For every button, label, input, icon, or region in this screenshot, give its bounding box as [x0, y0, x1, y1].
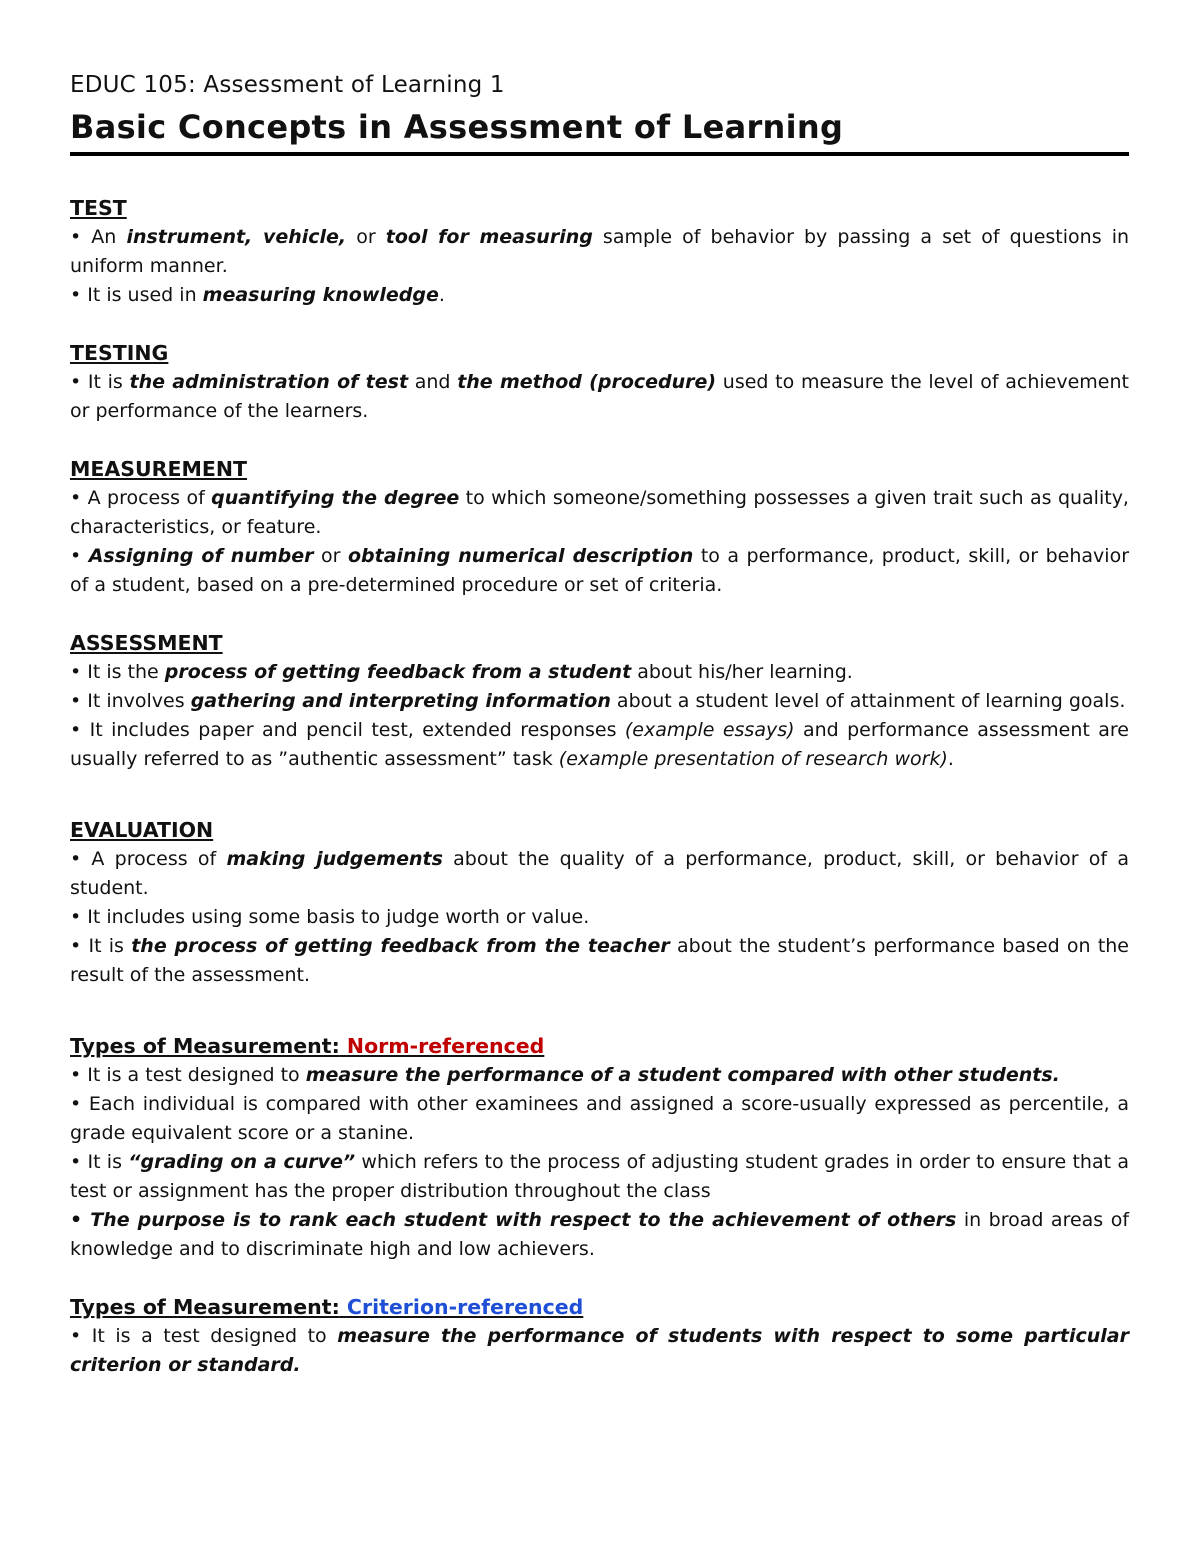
norm-bullet-2: • Each individual is compared with other examinees and assigned a score-usually expressed as percentile, a grade equivalent score or a stanine. [70, 1093, 1129, 1144]
section-heading-evaluation: EVALUATION [70, 818, 214, 842]
assessment-bullet-1: • It is the process of getting feedback from a student about his/her learning. [70, 661, 853, 683]
section-heading-norm: Types of Measurement: Norm-referenced [70, 1034, 545, 1058]
title-rule [70, 152, 1129, 156]
course-title: EDUC 105: Assessment of Learning 1 [70, 72, 505, 98]
document-title: Basic Concepts in Assessment of Learning [70, 108, 844, 146]
testing-bullet-1: • It is the administration of test and the method (procedure) used to measure the level of achievement or performance of the learners. [70, 371, 1129, 422]
measurement-bullet-1: • A process of quantifying the degree to which someone/something possesses a given trait such as quality, characteristics, or feature. [70, 487, 1129, 538]
criterion-type-label: Criterion-referenced [346, 1295, 584, 1319]
section-heading-testing: TESTING [70, 341, 169, 365]
section-heading-test: TEST [70, 196, 127, 220]
norm-bullet-1: • It is a test designed to measure the performance of a student compared with other students. [70, 1064, 1060, 1086]
measurement-bullet-2: • Assigning of number or obtaining numerical description to a performance, product, skill, or behavior of a student, based on a pre-determined procedure or set of criteria. [70, 545, 1130, 596]
evaluation-bullet-2: • It includes using some basis to judge worth or value. [70, 906, 590, 928]
section-evaluation [70, 816, 1129, 990]
section-criterion-referenced [70, 1293, 1129, 1380]
evaluation-bullet-1: • A process of making judgements about the quality of a performance, product, skill, or behavior of a student. [70, 848, 1129, 899]
section-heading-measurement: MEASUREMENT [70, 457, 248, 481]
section-test [70, 194, 1129, 310]
section-testing [70, 339, 1129, 426]
norm-type-label: Norm-referenced [346, 1034, 545, 1058]
section-norm-referenced [70, 1032, 1129, 1264]
criterion-bullet-1: • It is a test designed to measure the performance of students with respect to some particular criterion or standard. [70, 1325, 1130, 1376]
assessment-bullet-2: • It involves gathering and interpreting information about a student level of attainment of learning goals. [70, 690, 1126, 712]
evaluation-bullet-3: • It is the process of getting feedback from the teacher about the student’s performance based on the result of the assessment. [70, 935, 1129, 986]
section-assessment [70, 629, 1129, 774]
norm-bullet-3: • It is “grading on a curve” which refers to the process of adjusting student grades in order to ensure that a test or assignment has the proper distribution throughout the class [70, 1151, 1129, 1202]
norm-bullet-4: • The purpose is to rank each student with respect to the achievement of others in broad areas of knowledge and to discriminate high and low achievers. [70, 1209, 1130, 1260]
section-heading-assessment: ASSESSMENT [70, 631, 223, 655]
section-heading-criterion: Types of Measurement: Criterion-referenced [70, 1295, 584, 1319]
test-bullet-2: • It is used in measuring knowledge. [70, 284, 445, 306]
section-measurement [70, 455, 1129, 600]
test-bullet-1: • An instrument, vehicle, or tool for measuring sample of behavior by passing a set of questions in uniform manner. [70, 226, 1130, 277]
assessment-bullet-3: • It includes paper and pencil test, extended responses (example essays) and performance assessment are usually referred to as ”authentic assessment” task (example presentation of research work). [70, 719, 1129, 770]
